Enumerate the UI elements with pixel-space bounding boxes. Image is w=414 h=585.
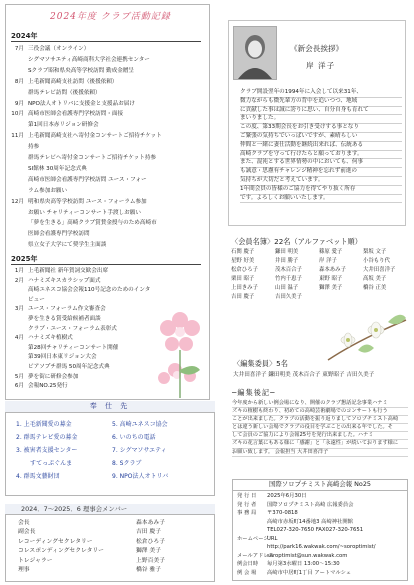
activity-month: 10月 bbox=[11, 111, 24, 118]
service-item: 1. 上毛新聞愛の募金 bbox=[16, 421, 72, 428]
colophon-value: URL bbox=[267, 535, 278, 542]
activity-month: 7月 bbox=[14, 46, 24, 52]
colophon-value: 高崎市中居町1丁目 アートマルシェ bbox=[267, 569, 352, 576]
activity-month: 6月 bbox=[14, 383, 24, 390]
activity-row bbox=[10, 188, 200, 195]
activity-row bbox=[10, 57, 200, 64]
colophon-row bbox=[237, 519, 407, 526]
colophon-row bbox=[237, 502, 407, 509]
activity-text: Sクラブ昭和県央高等学校訪問 勤成金贈呈 bbox=[28, 67, 135, 74]
colophon-value: http://park16.wakwak.com/~soroptimist/ bbox=[267, 544, 376, 550]
colophon-key: 事 務 局 bbox=[237, 510, 257, 516]
activity-row bbox=[10, 166, 200, 173]
activity-row bbox=[10, 287, 200, 294]
activity-text: 県立女子大学にて奨学生主面談 bbox=[28, 242, 107, 249]
president-portrait bbox=[233, 26, 277, 80]
colophon-key: メールアドレス bbox=[237, 552, 274, 559]
colophon-row bbox=[237, 493, 407, 500]
board-member-row bbox=[18, 520, 203, 527]
board-member-row bbox=[18, 567, 203, 574]
service-item: 5. 高崎ユネスコ協会 bbox=[112, 421, 168, 428]
activity-text: 上毛新聞高崎支社へ寄付金コンサートご招待チケット bbox=[28, 133, 162, 140]
board-role: 会長 bbox=[18, 520, 30, 526]
activity-text: 医師会看護専門学校訪問 bbox=[28, 231, 90, 238]
activity-record-title: 2024年度 クラブ活動記録 bbox=[50, 11, 190, 23]
activity-row bbox=[10, 46, 200, 53]
activity-text: クラブ・ユース・フォーラム表彰式 bbox=[28, 325, 117, 332]
activity-text: 第39回日本東リジョン大会 bbox=[28, 354, 97, 361]
activity-month: 11月 bbox=[11, 133, 24, 140]
members-grid bbox=[231, 248, 409, 301]
board-member-row bbox=[18, 529, 203, 536]
year-2025-rule bbox=[11, 264, 201, 265]
greeting-heading: 《新会長挨拶》 bbox=[290, 44, 344, 53]
board-member-name: 上野百美子 bbox=[136, 557, 165, 564]
activity-text: ラム参加お願い bbox=[28, 187, 68, 194]
greeting-line: また、混沌とする世界情勢の中においても、何事 bbox=[240, 159, 402, 168]
activity-row bbox=[10, 111, 200, 118]
activity-text: 高崎ユネスコ協会会報110号記念のためのインタ bbox=[28, 287, 151, 294]
member-name: 井田 勝子 bbox=[275, 257, 299, 264]
activity-text: 群馬テレビ訪問（後援依頼） bbox=[28, 89, 101, 96]
service-item: 7. シグマソサエティ bbox=[112, 447, 167, 454]
activity-text: ハナミズキスカラシップ面式 bbox=[28, 277, 101, 284]
greeting-line: 1年間会員の皆様のご協力を得てやり抜く所存 bbox=[240, 186, 402, 195]
activity-text: 第1回日本赤リジョン研修会 bbox=[28, 122, 99, 129]
service-item: 3. 被害者支援センター bbox=[16, 447, 78, 454]
board-member-row bbox=[18, 539, 203, 546]
colophon-key: ホームページ bbox=[237, 535, 269, 542]
activity-text: 夢を街に研修会参加 bbox=[28, 373, 79, 380]
activity-text: お願い チャリティーコンサート手渡しお願い bbox=[28, 209, 141, 216]
activity-text: 上毛新聞社 新年賀詞交歓会出席 bbox=[28, 268, 109, 274]
activity-row bbox=[10, 79, 200, 86]
activity-month: 3月 bbox=[14, 306, 24, 313]
activity-text: 高崎市医師会看護専門学校訪問・面接 bbox=[28, 111, 124, 118]
colophon-row bbox=[237, 553, 407, 560]
activity-text: 三役会議（オンライン） bbox=[28, 46, 90, 52]
colophon-row bbox=[237, 544, 407, 551]
member-name: 茂木百合子 bbox=[275, 266, 302, 273]
member-name: 山田 温子 bbox=[275, 284, 299, 291]
greeting-line: 高崎クラブを守って行けたらと願っております。 bbox=[240, 151, 402, 160]
activity-text: 夢を生きる賞受給候補者面談 bbox=[28, 316, 101, 322]
activity-row bbox=[10, 122, 200, 129]
activity-text: NPO法人オトリバに支援金と支援品お届け bbox=[28, 100, 135, 107]
activity-row bbox=[10, 220, 200, 227]
member-name: 橋谷 正美 bbox=[363, 284, 387, 291]
editorial-line: ズキの植樹も終わり、初めての高崎芸術劇場でのコンサートも行う bbox=[232, 408, 408, 416]
dogwood-flower-decoration bbox=[318, 300, 410, 370]
board-role: 副会長 bbox=[18, 529, 36, 536]
activity-row bbox=[10, 155, 200, 162]
greeting-line: クラブ開設翌年の1994年に入会して以来31年、 bbox=[240, 89, 402, 98]
editorial-line: 今年度から新しい例会場になり、開催のクラブ懇話記念事業ハナミ bbox=[232, 400, 408, 408]
colophon-value: 国際ソロプチミスト高崎 広報委員会 bbox=[267, 501, 354, 508]
activity-row bbox=[10, 231, 200, 238]
greeting-body bbox=[240, 89, 402, 203]
activity-month: 8月 bbox=[14, 78, 24, 85]
activity-row bbox=[10, 68, 200, 75]
member-name: 東野 昭子 bbox=[319, 275, 343, 282]
activity-row bbox=[10, 144, 200, 151]
greeting-line: 気持ちが大切だと考えています。 bbox=[240, 177, 402, 186]
service-item: 6. いのちの電話 bbox=[112, 434, 156, 441]
activity-month: 2月 bbox=[14, 277, 24, 284]
activity-text: 「夢を生きる」高崎クラブ賞賛金授与のため高崎市 bbox=[28, 220, 157, 227]
colophon-value: 高崎市赤坂町14番地3 高崎神社開館 bbox=[267, 518, 353, 525]
activity-row bbox=[10, 133, 200, 140]
board-member-name: 橋谷 雅子 bbox=[136, 567, 162, 573]
colophon-key: 発 行 者 bbox=[237, 501, 257, 508]
editorial-title: ─編集後記─ bbox=[232, 388, 276, 397]
board-member-name: 吉田 慶子 bbox=[136, 529, 162, 536]
members-row bbox=[231, 266, 409, 275]
colophon-key: 例 会 場 bbox=[237, 569, 257, 576]
member-name: 竹内千恵子 bbox=[275, 275, 302, 282]
board-member-name: 獅澤 美子 bbox=[136, 548, 162, 555]
year-2024-heading: 2024年 bbox=[11, 32, 38, 40]
colophon-row bbox=[237, 510, 407, 517]
year-2025-heading: 2025年 bbox=[11, 255, 38, 263]
greeting-line: です。よろしくお願いいたします。 bbox=[240, 195, 402, 204]
pink-flower-decoration bbox=[150, 300, 210, 400]
board-member-name: 松倉ひろ子 bbox=[136, 538, 165, 545]
activity-text: 群馬テレビへ寄付金コンサートご招待チケット持参 bbox=[28, 155, 157, 161]
year-2024-rule bbox=[11, 41, 201, 42]
board-role: コレスポンディングセクレタリー bbox=[18, 548, 104, 555]
activity-text: 明和県央高等学校訪問 ユース・フォーラム参加 bbox=[28, 198, 147, 205]
activity-row bbox=[10, 177, 200, 184]
service-item: 4. 群馬文藝財団 bbox=[16, 473, 60, 480]
board-role: レコーディングセクレタリー bbox=[18, 538, 93, 545]
activity-text: 第28回チャリティーコンサート開催 bbox=[28, 344, 119, 351]
activity-text: ハナミズキ植樹式 bbox=[28, 335, 73, 342]
colophon-value: 〒370-0818 bbox=[267, 510, 298, 516]
members-row bbox=[231, 275, 409, 284]
editorial-body bbox=[232, 400, 408, 457]
activity-month: 12月 bbox=[11, 198, 24, 205]
colophon-row bbox=[237, 570, 407, 577]
member-name: 吉田 慶子 bbox=[231, 293, 255, 300]
member-name: 吉田久美子 bbox=[275, 293, 302, 300]
activity-text: ユース・フォーラム作文審査会 bbox=[28, 306, 106, 313]
member-name: 小谷もり代 bbox=[363, 257, 390, 264]
members-row bbox=[231, 257, 409, 266]
member-name: 篠原 愛子 bbox=[319, 249, 343, 255]
editors-names: 大井田喜洋子 鎌田明美 茂木百合子 東野昭子 吉田久美子 bbox=[233, 372, 375, 378]
members-row bbox=[231, 284, 409, 293]
activity-row bbox=[10, 242, 200, 249]
member-name: 大井田喜洋子 bbox=[363, 266, 396, 273]
activity-row bbox=[10, 278, 200, 285]
member-name: 鎌田 明美 bbox=[275, 249, 299, 255]
service-item: すてっぷぐんま bbox=[30, 460, 73, 467]
service-item: 2. 群馬テレビ愛の募金 bbox=[16, 434, 78, 441]
service-targets-title: 奉 仕 先 bbox=[5, 401, 215, 413]
colophon-value: 2025年6月30日 bbox=[267, 493, 307, 499]
member-name: 栗田 昭子 bbox=[231, 275, 255, 282]
colophon-value: 毎月第3水曜日 13:00～15:30 bbox=[267, 561, 340, 567]
activity-row bbox=[10, 90, 200, 97]
colophon-key: 例会日時 bbox=[237, 561, 259, 567]
service-item: 8. Sクラブ bbox=[112, 460, 142, 467]
greeting-line: も誠意・思慮有チャレンジ精神を忘れず前進の bbox=[240, 168, 402, 177]
editorial-line: して会員のご協力により会報25号を発行出来ました。ハナミ bbox=[232, 432, 408, 440]
president-name: 岸 洋子 bbox=[306, 61, 336, 70]
member-name: 梨坂 文子 bbox=[363, 249, 387, 255]
activity-row bbox=[10, 268, 200, 275]
activity-text: 会報NO.25発行 bbox=[28, 383, 68, 390]
activity-month: 1月 bbox=[14, 268, 24, 274]
activity-month: 4月 bbox=[14, 335, 24, 342]
greeting-line: に貢献した事は誠に誇りに思い、自分自身も育れて bbox=[240, 107, 402, 116]
greeting-line: 微力ながらも微先輩方の背中を追いつつ、地域 bbox=[240, 98, 402, 107]
editors-title: 〈編集委員〉5名 bbox=[233, 359, 288, 368]
colophon-title: 国際ソロプチミスト高崎会報 No25 bbox=[232, 479, 408, 491]
activity-month: 5月 bbox=[14, 373, 24, 380]
activity-text: SI館林 30周年記念式典 bbox=[28, 165, 87, 172]
editorial-line: ズキの花言葉にもある様に「感謝」と「永遠性」が続いております様に bbox=[232, 440, 408, 448]
activity-text: 高崎市医師会看護専門学校訪問 ユース・フォー bbox=[28, 176, 147, 183]
activity-row bbox=[10, 210, 200, 217]
activity-text: 上毛新聞高崎支社訪問（後援依頼） bbox=[28, 78, 118, 85]
member-name: 獅澤 美子 bbox=[319, 284, 343, 291]
member-name: 岸 洋子 bbox=[319, 257, 337, 264]
activity-row bbox=[10, 199, 200, 206]
board-role: トレジャラー bbox=[18, 557, 53, 564]
colophon-row bbox=[237, 527, 407, 534]
activity-text: シグマソサエティ高崎商科大学社会連携センター bbox=[28, 56, 150, 63]
activity-row bbox=[10, 101, 200, 108]
member-name: 森本あみ子 bbox=[319, 266, 346, 273]
member-name: 松倉ひろ子 bbox=[231, 266, 258, 273]
board-member-row bbox=[18, 548, 203, 555]
member-name: 上田きみ子 bbox=[231, 284, 258, 291]
service-item: 9. NPO法人オトリバ bbox=[112, 473, 169, 480]
editorial-line: とは違う新しい会場でクラブの役目を学ぶことの出来る年でした。そ bbox=[232, 424, 408, 432]
activity-text: 持参 bbox=[28, 144, 40, 151]
editorial-line: ことが出来ました。クラブの活動を振り返りましてソロプチミスト高崎 bbox=[232, 416, 408, 424]
greeting-line: ご緊張の気持ちでいっぱいですが、素晴らしい bbox=[240, 133, 402, 142]
colophon-key: 発 行 日 bbox=[237, 493, 257, 499]
members-row bbox=[231, 248, 409, 257]
editorial-line: お願い致します。 会報担当 大井田喜洋子 bbox=[232, 449, 408, 457]
colophon-row bbox=[237, 536, 407, 543]
greeting-line: この度、第33期会長をお引き受けする事となり bbox=[240, 124, 402, 133]
colophon-value: TEL027-320-7650 FAX027-320-7651 bbox=[267, 527, 364, 533]
activity-text: ビアソプチ群馬 50周年記念式典 bbox=[28, 364, 110, 370]
greeting-line: まいりました。 bbox=[240, 115, 402, 124]
member-name: 石関 慶子 bbox=[231, 249, 255, 255]
board-members-title: 2024．7～2025．6 理事会メンバー bbox=[5, 504, 215, 515]
activity-text: ビュー bbox=[28, 296, 45, 303]
member-name: 星野 好美 bbox=[231, 257, 255, 264]
greeting-line: 仲間と一緒に妻仕活動を継続出来れば、伝統ある bbox=[240, 142, 402, 151]
board-member-name: 森本あみ子 bbox=[136, 520, 165, 526]
member-name: 高坂 美子 bbox=[363, 275, 387, 282]
colophon-row bbox=[237, 561, 407, 568]
members-title: 〈会員名簿〉22名（アルファベット順） bbox=[231, 237, 362, 246]
colophon-value: soroptimist@sun.wakwak.com bbox=[267, 552, 348, 559]
board-member-row bbox=[18, 558, 203, 565]
activity-month: 9月 bbox=[14, 100, 24, 107]
board-role: 理事 bbox=[18, 567, 30, 573]
